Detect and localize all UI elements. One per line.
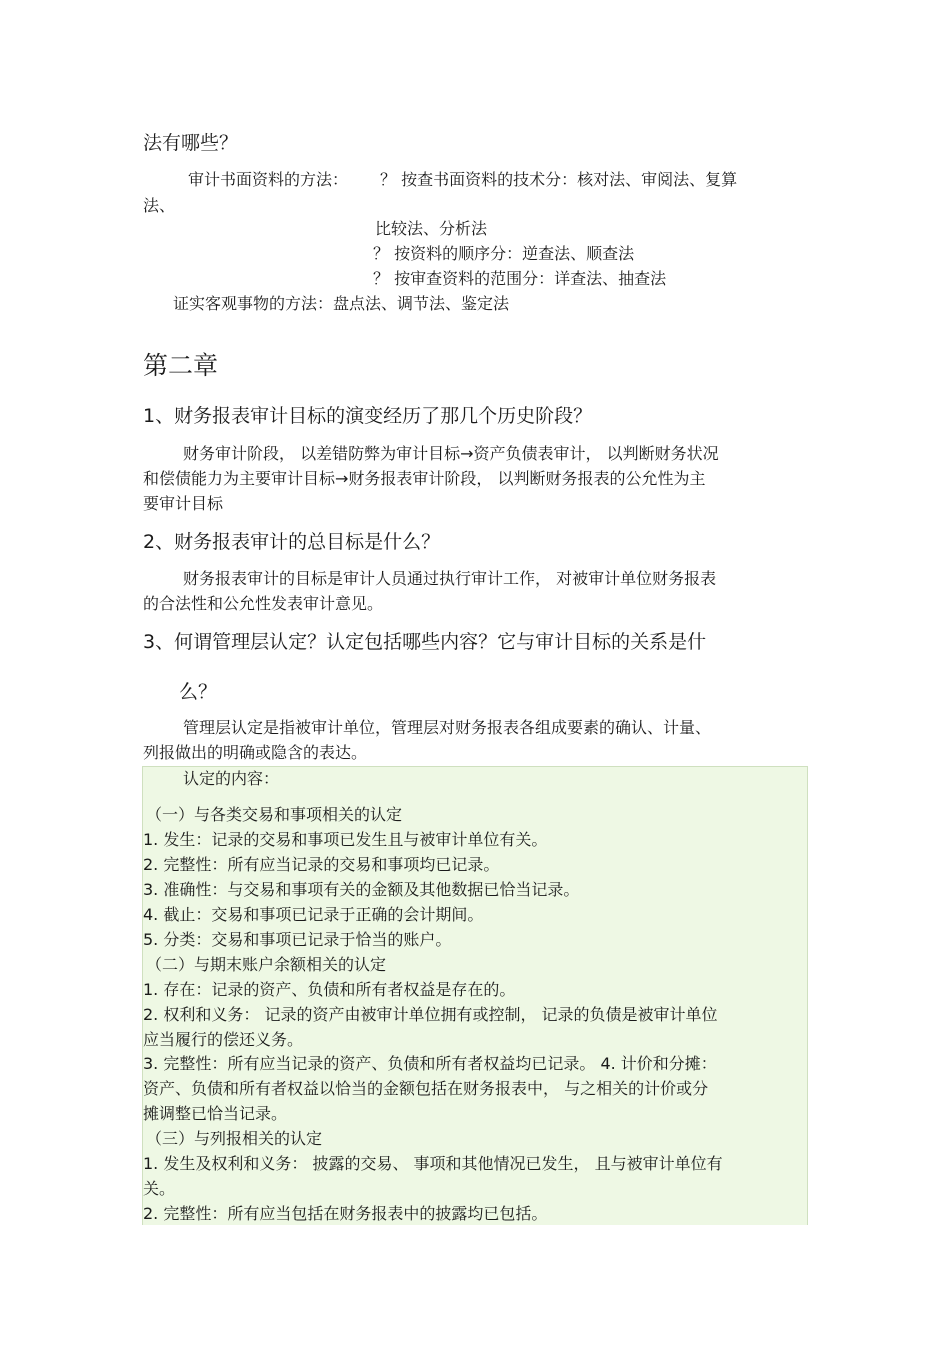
assertion-item: 5. 分类：交易和事项已记录于恰当的账户。 bbox=[143, 930, 452, 949]
method-line-5: 证实客观事物的方法：盘点法、调节法、鉴定法 bbox=[173, 294, 510, 313]
assertion-heading: 认定的内容： bbox=[183, 769, 280, 788]
assertion-item: 3. 完整性：所有应当记录的资产、负债和所有者权益均已记录。 4. 计价和分摊： bbox=[143, 1054, 717, 1073]
assertion-item: 2. 完整性：所有应当记录的交易和事项均已记录。 bbox=[143, 855, 500, 874]
method-label: 审计书面资料的方法： bbox=[188, 170, 349, 189]
assertion-item: 4. 截止：交易和事项已记录于正确的会计期间。 bbox=[143, 905, 484, 924]
assertion-item: 2. 权利和义务： 记录的资产由被审计单位拥有或控制， 记录的负债是被审计单位 bbox=[143, 1005, 718, 1024]
assertion-item: 1. 发生：记录的交易和事项已发生且与被审计单位有关。 bbox=[143, 830, 548, 849]
question-2: 2、财务报表审计的总目标是什么？ bbox=[143, 531, 441, 553]
answer-3-line-1: 管理层认定是指被审计单位，管理层对财务报表各组成要素的确认、计量、 bbox=[183, 718, 712, 737]
method-line-1: ？ 按查书面资料的技术分：核对法、审阅法、复算 bbox=[380, 170, 738, 189]
answer-2-line-2: 的合法性和公允性发表审计意见。 bbox=[143, 594, 384, 613]
method-line-3: ？ 按资料的顺序分：逆查法、顺查法 bbox=[373, 244, 635, 263]
answer-1-line-1: 财务审计阶段， 以差错防弊为审计目标→资产负债表审计， 以判断财务状况 bbox=[183, 444, 719, 463]
assertion-item: 2. 完整性：所有应当包括在财务报表中的披露均已包括。 bbox=[143, 1204, 548, 1223]
answer-3-line-2: 列报做出的明确或隐含的表达。 bbox=[143, 743, 368, 762]
assertion-group-3: （三）与列报相关的认定 bbox=[146, 1129, 323, 1148]
assertion-item-wrap: 资产、负债和所有者权益以恰当的金额包括在财务报表中， 与之相关的计价或分 bbox=[143, 1079, 709, 1098]
answer-1-line-2: 和偿债能力为主要审计目标→财务报表审计阶段， 以判断财务报表的公允性为主 bbox=[143, 469, 706, 488]
chapter-title: 第二章 bbox=[143, 351, 219, 380]
assertion-group-2: （二）与期末账户余额相关的认定 bbox=[146, 955, 387, 974]
question-tail: 法有哪些？ bbox=[143, 132, 239, 154]
question-1: 1、财务报表审计目标的演变经历了那几个历史阶段？ bbox=[143, 405, 593, 427]
method-line-4: ？ 按审查资料的范围分：详查法、抽查法 bbox=[373, 269, 667, 288]
assertion-item: 1. 存在：记录的资产、负债和所有者权益是存在的。 bbox=[143, 980, 516, 999]
answer-2-line-1: 财务报表审计的目标是审计人员通过执行审计工作， 对被审计单位财务报表 bbox=[183, 569, 717, 588]
assertion-group-1: （一）与各类交易和事项相关的认定 bbox=[146, 805, 403, 824]
assertion-item-wrap: 关。 bbox=[143, 1179, 176, 1198]
method-line-1-wrap: 法、 bbox=[143, 196, 176, 215]
assertion-item-wrap: 应当履行的偿还义务。 bbox=[143, 1030, 304, 1049]
assertion-item: 3. 准确性：与交易和事项有关的金额及其他数据已恰当记录。 bbox=[143, 880, 580, 899]
assertion-item-wrap: 摊调整已恰当记录。 bbox=[143, 1104, 288, 1123]
assertion-item: 1. 发生及权利和义务： 披露的交易、 事项和其他情况已发生， 且与被审计单位有 bbox=[143, 1154, 723, 1173]
question-3-line-1: 3、何谓管理层认定？认定包括哪些内容？它与审计目标的关系是什 bbox=[143, 631, 707, 653]
answer-1-line-3: 要审计目标 bbox=[143, 494, 224, 513]
question-3-line-2: 么？ bbox=[179, 681, 218, 703]
method-line-2: 比较法、分析法 bbox=[375, 219, 488, 238]
